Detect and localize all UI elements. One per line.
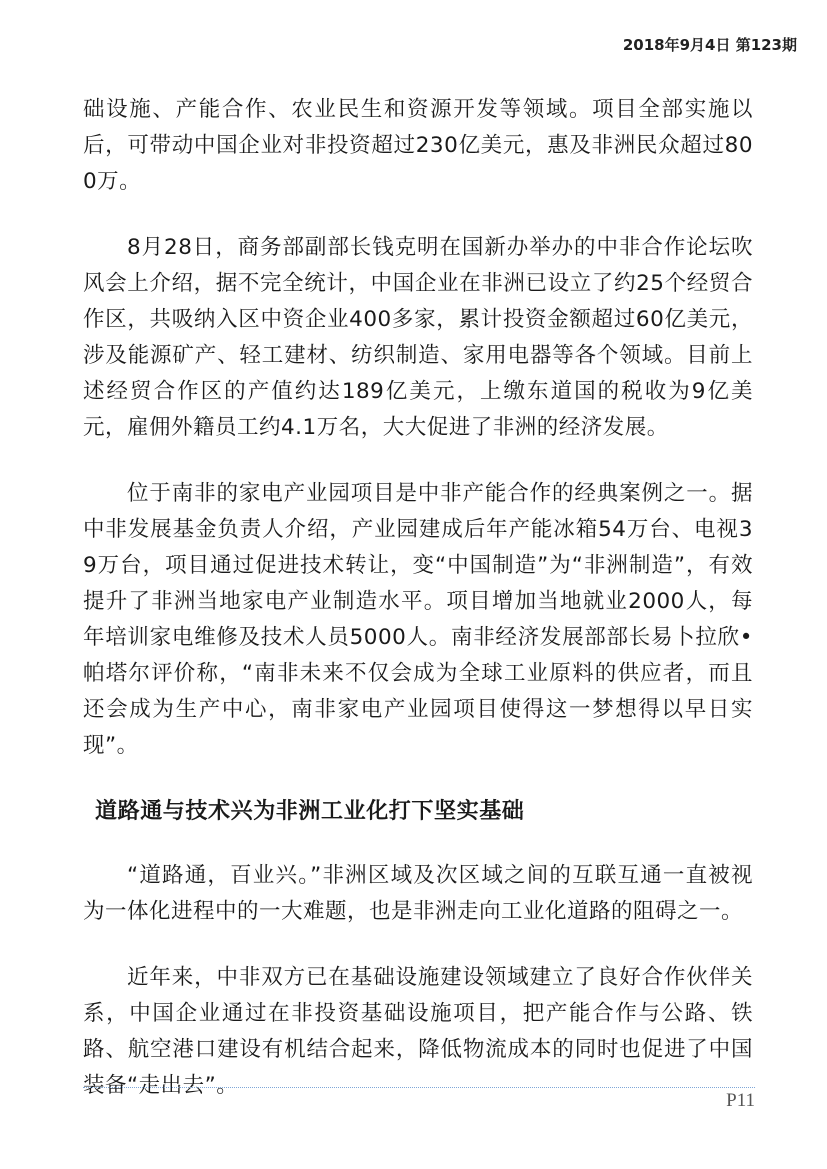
paragraph-trade-zones: 8月28日，商务部副部长钱克明在国新办举办的中非合作论坛吹风会上介绍，据不完全统计，中国企业在非洲已设立了约25个经贸合作区，共吸纳入区中资企业400多家，累计投资金额超过60亿美元，涉及能源矿产、轻工建材、纺织制造、家用电器等各个领域。目前上述经贸合作区的产值约达189亿美元，上缴东道国的税收为9亿美元，雇佣外籍员工约4.1万名，大大促进了非洲的经济发展。 — [83, 235, 753, 440]
paragraph-appliance-park: 位于南非的家电产业园项目是中非产能合作的经典案例之一。据中非发展基金负责人介绍，产业园建成后年产能冰箱54万台、电视39万台，项目通过促进技术转让，变“中国制造”为“非洲制造”，有效提升了非洲当地家电产业制造水平。项目增加当地就业2000人，每年培训家电维修及技术人员5000人。南非经济发展部部长易卜拉欣•帕塔尔评价称，“南非未来不仅会成为全球工业原料的供应者，而且还会成为生产中心，南非家电产业园项目使得这一梦想得以早日实现”。 — [83, 481, 753, 758]
issue-date-header: 2018年9月4日 第123期 — [622, 36, 797, 54]
paragraph-infrastructure: 近年来，中非双方已在基础设施建设领域建立了良好合作伙伴关系，中国企业通过在非投资基础设施项目，把产能合作与公路、铁路、航空港口建设有机结合起来，降低物流成本的同时也促进了中国装备“走出去”。 — [83, 965, 753, 1098]
section-heading: 道路通与技术兴为非洲工业化打下坚实基础 — [95, 799, 525, 824]
page-number: P11 — [726, 1090, 755, 1111]
paragraph-continued: 础设施、产能合作、农业民生和资源开发等领域。项目全部实施以后，可带动中国企业对非投资超过230亿美元，惠及非洲民众超过800万。 — [83, 97, 753, 194]
paragraph-roads: “道路通，百业兴。”非洲区域及次区域之间的互联互通一直被视为一体化进程中的一大难题，也是非洲走向工业化道路的阻碍之一。 — [83, 863, 753, 924]
article-body — [83, 92, 753, 1134]
footer-divider — [83, 1087, 755, 1088]
